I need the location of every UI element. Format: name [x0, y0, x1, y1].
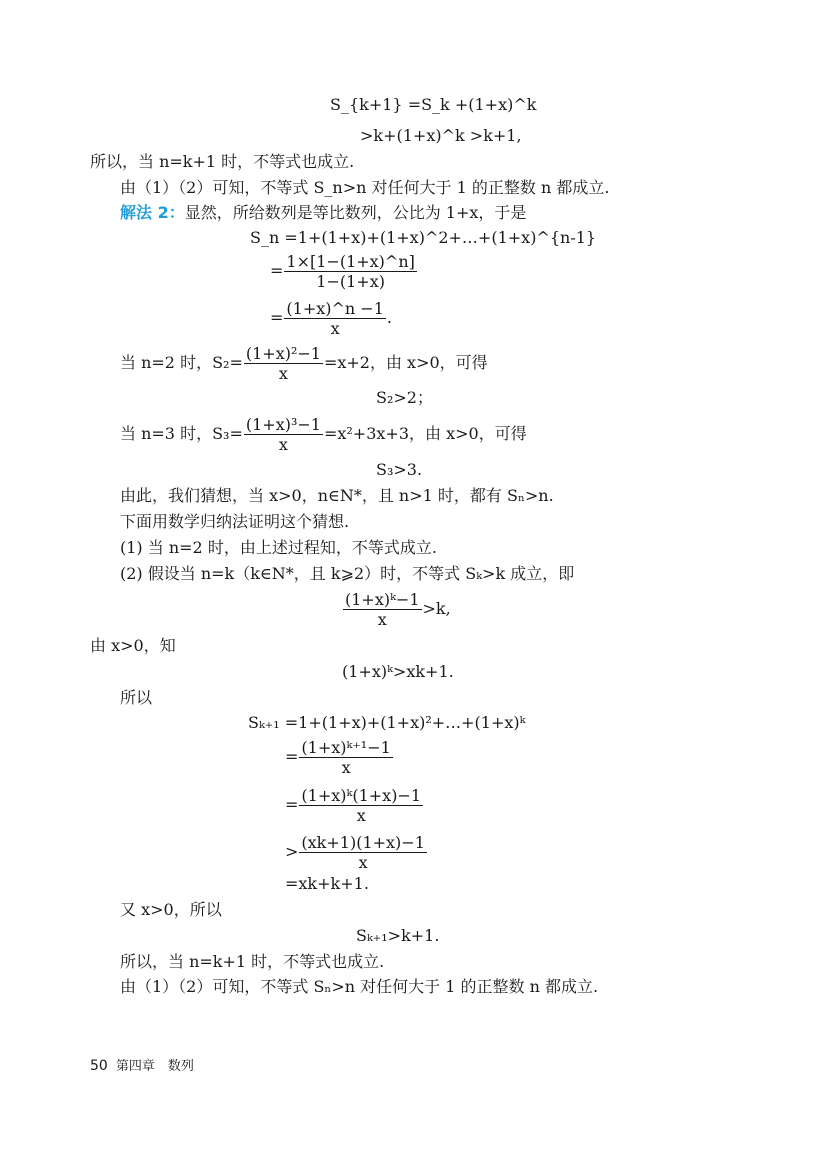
fraction: [299, 833, 426, 872]
numerator: (1+x)^n −1: [286, 299, 384, 318]
eq-text: S_n =1+(1+x)+(1+x)^2+…+(1+x)^{n-1}: [250, 228, 597, 247]
eq-text: (1+x)ᵏ>xk+1.: [342, 662, 454, 681]
equation-sk1-cont: [360, 126, 522, 146]
fraction: [284, 299, 385, 338]
case-n2: [120, 344, 488, 383]
paragraph: [120, 977, 598, 997]
paragraph: [120, 900, 222, 920]
denominator: x: [330, 319, 340, 338]
numerator: (xk+1)(1+x)−1: [301, 833, 425, 852]
solution-label: 解法 2：: [120, 203, 185, 222]
text: >k,: [422, 599, 451, 618]
chapter-title: 第四章 数列: [115, 1059, 194, 1074]
numerator: (1+x)³−1: [245, 415, 321, 434]
equation-result: [285, 874, 369, 894]
text: (1) 当 n=2 时，由上述过程知，不等式成立.: [120, 538, 437, 557]
numerator: (1+x)ᵏ⁺¹−1: [301, 738, 391, 757]
solution-2-heading: [120, 203, 526, 223]
page-number: 50: [90, 1058, 108, 1074]
eq-text: Sₖ₊₁>k+1.: [356, 926, 440, 945]
text: 当 n=2 时，S₂=: [120, 353, 243, 372]
fraction: [343, 590, 422, 629]
result-s3: [376, 460, 422, 480]
paragraph: [120, 512, 349, 532]
numerator: 1×[1−(1+x)^n]: [286, 252, 415, 271]
denominator: x: [356, 806, 366, 825]
numerator: (1+x)ᵏ(1+x)−1: [301, 786, 422, 805]
text: 显然，所给数列是等比数列，公比为 1+x，于是: [184, 203, 527, 222]
equation-frac: = $\frac{(1+x)\^{}n -1}{x}$ .: [270, 299, 392, 338]
eq-text: Sₖ₊₁ =1+(1+x)+(1+x)²+…+(1+x)ᵏ: [248, 713, 526, 732]
paragraph: [90, 152, 354, 172]
text: 所以，当 n=k+1 时，不等式也成立.: [120, 952, 385, 971]
fraction: [284, 252, 416, 291]
equation-frac: = $\frac{\text{(1+x)ᵏ⁺¹−1}}{x}$: [285, 738, 391, 777]
page-footer: [90, 1055, 194, 1074]
paragraph: [90, 636, 176, 656]
equation-frac: [342, 590, 451, 629]
text: 由 x>0，知: [90, 636, 176, 655]
text: 所以: [120, 688, 153, 707]
equation-frac: > $\frac{(xk+1)(1+x)-1}{x}$: [285, 833, 425, 872]
fraction: [299, 738, 392, 777]
paragraph: [120, 486, 554, 506]
fraction: [244, 415, 323, 454]
equation-frac: = $\frac{1\times[1-(1+x)\^{}n]}{1-(1+x)}$: [270, 252, 415, 291]
denominator: x: [278, 364, 288, 383]
eq-text: =xk+k+1.: [285, 874, 369, 893]
text: 当 n=3 时，S₃=: [120, 424, 243, 443]
equation-frac: = $\frac{\text{(1+x)ᵏ(1+x)−1}}{x}$: [285, 786, 422, 825]
eq-text: S_{k+1} =S_k +(1+x)^k: [330, 95, 537, 114]
paragraph: [120, 952, 384, 972]
text: =x²+3x+3，由 x>0，可得: [323, 424, 527, 443]
text: (2) 假设当 n=k（k∈N*，且 k⩾2）时，不等式 Sₖ>k 成立，即: [120, 564, 575, 583]
denominator: 1−(1+x): [316, 272, 385, 291]
fraction: [299, 786, 423, 825]
paragraph: [120, 688, 152, 708]
eq-text: >k+(1+x)^k >k+1,: [360, 126, 522, 145]
paragraph: [120, 538, 437, 558]
result-s2: [376, 388, 433, 408]
denominator: x: [278, 435, 288, 454]
denominator: x: [377, 610, 387, 629]
fraction: [244, 344, 323, 383]
equation-sk1: [330, 95, 536, 115]
equation-sn: [250, 228, 596, 248]
text: =x+2，由 x>0，可得: [323, 353, 488, 372]
text: 由此，我们猜想，当 x>0，n∈N*，且 n>1 时，都有 Sₙ>n.: [120, 486, 554, 505]
numerator: (1+x)²−1: [245, 344, 321, 363]
text: 由（1）（2）可知，不等式 S_n>n 对任何大于 1 的正整数 n 都成立.: [120, 178, 610, 197]
numerator: (1+x)ᵏ−1: [345, 590, 420, 609]
text: 所以，当 n=k+1 时，不等式也成立.: [90, 152, 355, 171]
equation-ineq: [342, 662, 454, 682]
case-n3: [120, 415, 527, 454]
text: 又 x>0，所以: [120, 900, 222, 919]
equation-sk1-sum: [248, 713, 525, 733]
eq-text: S₃>3.: [376, 460, 423, 479]
paragraph: [120, 564, 574, 584]
text: 下面用数学归纳法证明这个猜想.: [120, 512, 350, 531]
result-sk1: [356, 926, 439, 946]
text: 由（1）（2）可知，不等式 Sₙ>n 对任何大于 1 的正整数 n 都成立.: [120, 977, 599, 996]
denominator: x: [341, 758, 351, 777]
paragraph: [120, 178, 609, 198]
eq-text: S₂>2；: [376, 388, 433, 407]
denominator: x: [358, 853, 368, 872]
